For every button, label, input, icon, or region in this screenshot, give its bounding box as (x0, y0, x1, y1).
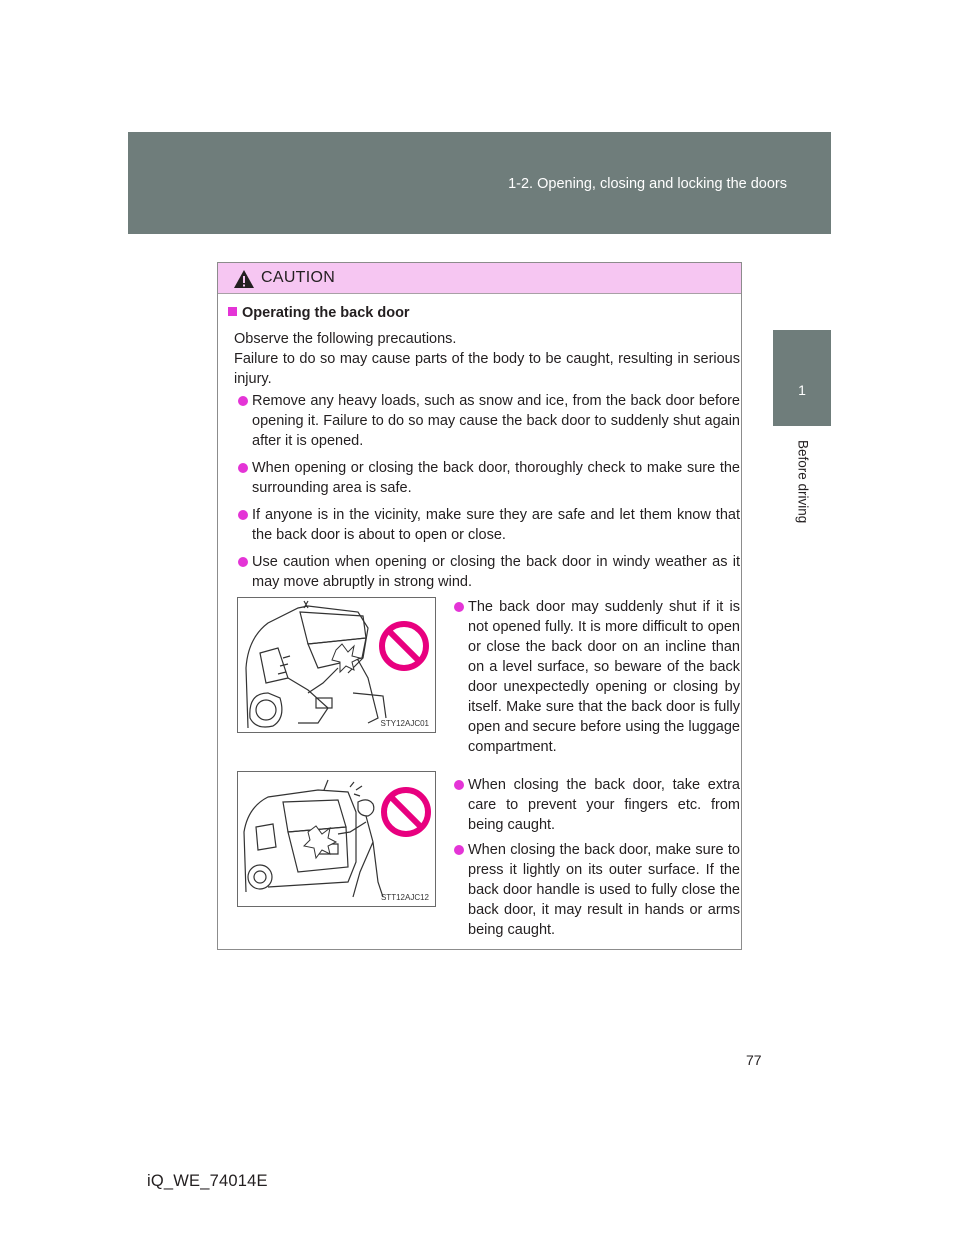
section-header-title: 1-2. Opening, closing and locking the doors (508, 176, 787, 192)
caution-heading: CAUTION (261, 269, 336, 286)
illustration-code: STY12AJC01 (380, 719, 429, 728)
header-bar (128, 132, 831, 234)
precaution-list (238, 391, 740, 599)
chapter-tab (773, 330, 831, 426)
caution-box (217, 262, 742, 950)
precaution-item: If anyone is in the vicinity, make sure they are safe and let them know that the back door is about to open or close. (238, 505, 740, 545)
page-number: 77 (746, 1052, 762, 1068)
illustration-back-door-closing (237, 771, 436, 907)
caution-header (218, 263, 741, 294)
intro-text (234, 329, 740, 389)
precaution-item: When closing the back door, make sure to press it lightly on its outer surface. If the back door handle is used to fully close the back door, it may result in hands or arms being caught. (454, 840, 740, 940)
chapter-number: 1 (798, 382, 806, 398)
precaution-item: The back door may suddenly shut if it is not opened fully. It is more difficult to open or close the back door on an incline than on a level surface, so beware of the back door unexpectedly opening or closing by itself. Make sure that the back door is fully open and secure before using the luggage compartment. (454, 597, 740, 757)
bullet-dot-icon (454, 780, 464, 790)
section-title (228, 305, 410, 321)
intro-line: Observe the following precautions. (234, 331, 457, 347)
illustration-2-notes (454, 775, 740, 945)
bullet-dot-icon (454, 845, 464, 855)
warning-triangle-icon (233, 269, 255, 289)
illustration-code: STT12AJC12 (380, 893, 429, 902)
illustration-back-door-open (237, 597, 436, 733)
chapter-label (795, 440, 811, 560)
precaution-item: When opening or closing the back door, thoroughly check to make sure the surrounding area is safe. (238, 458, 740, 498)
car-closing-door-illustration (238, 772, 435, 906)
bullet-dot-icon (238, 396, 248, 406)
square-bullet-icon (228, 307, 237, 316)
bullet-dot-icon (238, 557, 248, 567)
bullet-dot-icon (454, 602, 464, 612)
precaution-item: Use caution when opening or closing the back door in windy weather as it may move abruptly in strong wind. (238, 552, 740, 592)
document-code: iQ_WE_74014E (147, 1172, 268, 1190)
chapter-label-text: Before driving (795, 440, 811, 524)
bullet-dot-icon (238, 510, 248, 520)
car-back-door-illustration (238, 598, 435, 732)
section-title-text: Operating the back door (242, 305, 410, 321)
bullet-dot-icon (238, 463, 248, 473)
intro-line: Failure to do so may cause parts of the body to be caught, resulting in serious injury. (234, 351, 740, 387)
precaution-item: Remove any heavy loads, such as snow and ice, from the back door before opening it. Failure to do so may cause the back door to suddenly shut again after it is opened. (238, 391, 740, 451)
precaution-item: When closing the back door, take extra care to prevent your fingers etc. from being caught. (454, 775, 740, 835)
illustration-1-notes (454, 597, 740, 762)
